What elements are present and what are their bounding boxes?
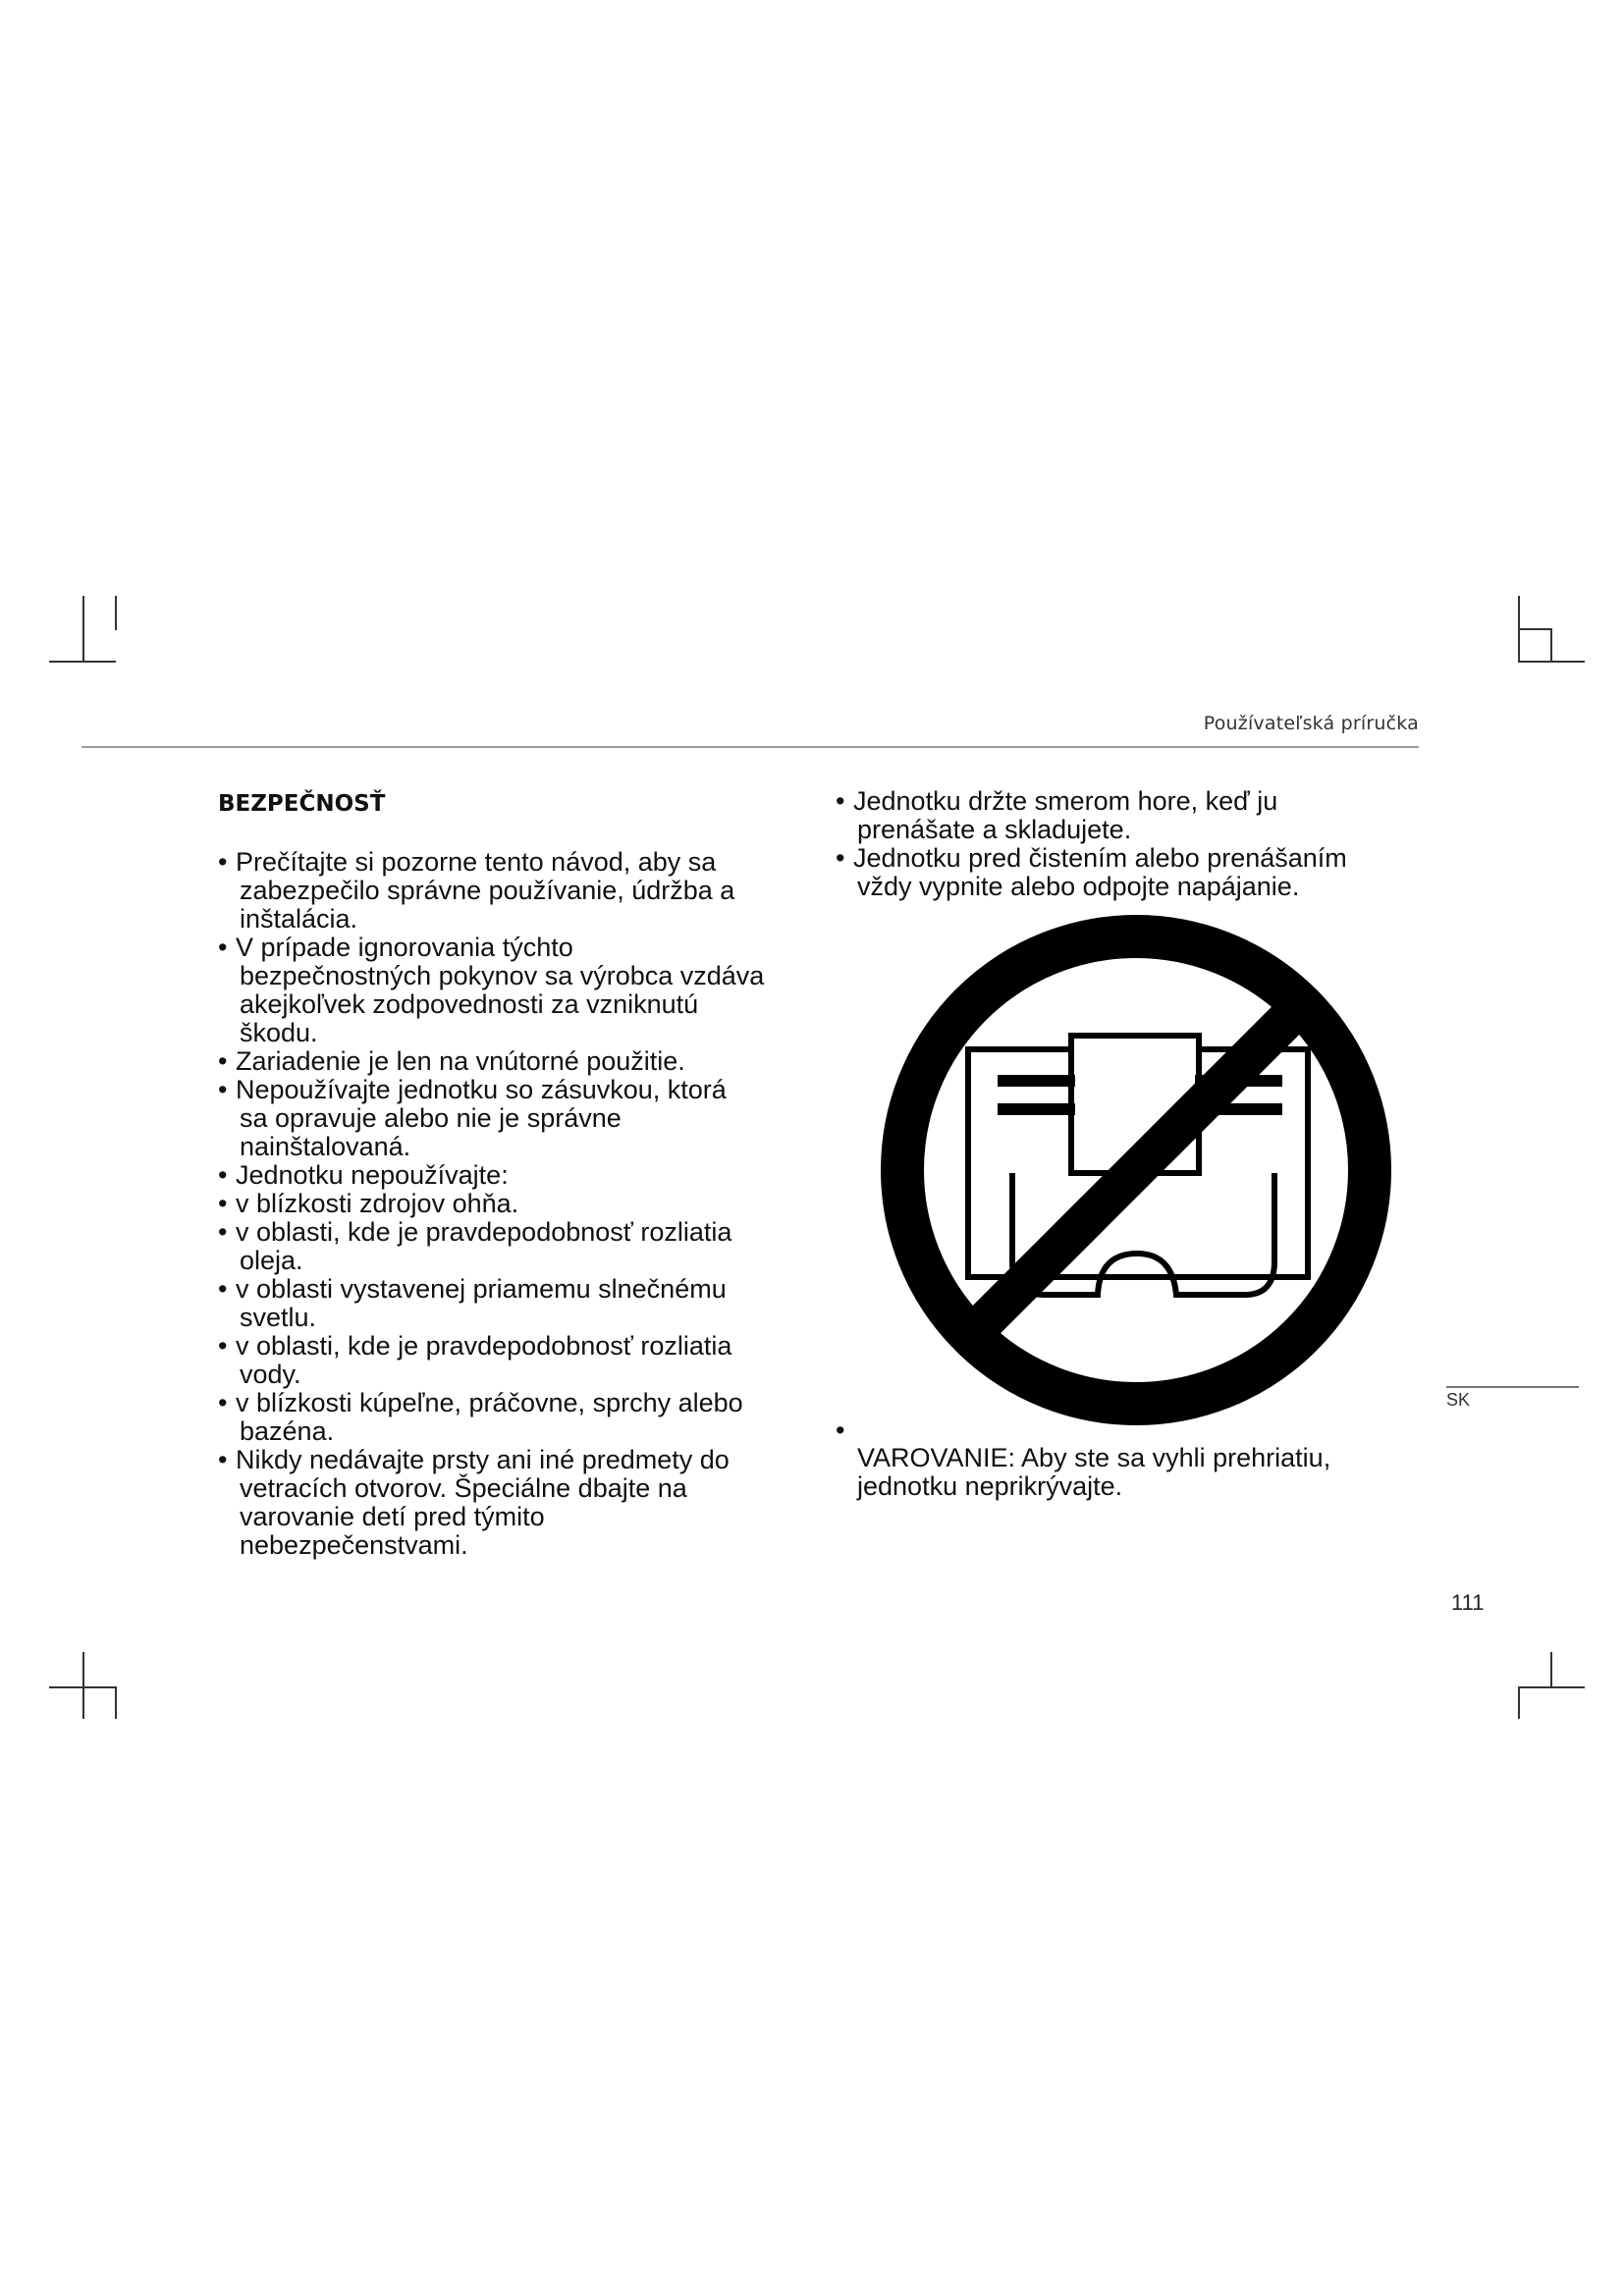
- bullet-line: • Jednotku držte smerom hore, keď ju: [853, 786, 1278, 816]
- bullet-line: • Zariadenie je len na vnútorné použitie.: [236, 1046, 685, 1076]
- bullet-line: bezpečnostných pokynov sa výrobca vzdáva: [240, 961, 765, 990]
- safety-bullet-list: [218, 848, 807, 1560]
- bullet-item: [836, 787, 1425, 844]
- bullet-line: • v blízkosti zdrojov ohňa.: [236, 1189, 519, 1218]
- bullet-item: [218, 848, 807, 934]
- bullet-line: varovanie detí pred týmito: [240, 1502, 545, 1531]
- bullet-item: [218, 1332, 807, 1389]
- bullet-item: [836, 844, 1425, 901]
- crop-mark-top-left-v: [82, 596, 84, 663]
- bullet-item: [218, 1047, 807, 1076]
- bullet-line: bazéna.: [240, 1416, 335, 1446]
- header-title: Používateľská príručka: [1203, 713, 1419, 734]
- bullet-line: • V prípade ignorovania týchto: [236, 933, 573, 962]
- bullet-line: • v oblasti, kde je pravdepodobnosť rozliatia: [236, 1331, 732, 1361]
- warning-line: jednotku neprikrývajte.: [857, 1471, 1123, 1501]
- crop-mark-top-right-v2: [1550, 628, 1552, 663]
- bullet-line: prenášate a skladujete.: [857, 815, 1132, 844]
- crop-mark-top-right-h: [1518, 628, 1552, 630]
- bullet-line: • v oblasti vystavenej priamemu slnečnému: [236, 1274, 727, 1304]
- section-heading: BEZPEČNOSŤ: [218, 791, 386, 817]
- crop-mark-top-left-v2: [115, 596, 117, 630]
- bullet-line: zabezpečilo správne používanie, údržba a: [240, 876, 735, 905]
- crop-mark-bottom-left-v2: [115, 1686, 117, 1719]
- bullet-line: • Nepoužívajte jednotku so zásuvkou, ktorá: [236, 1075, 727, 1104]
- bullet-line: nebezpečenstvami.: [240, 1530, 468, 1560]
- crop-mark-bottom-right-v: [1518, 1686, 1520, 1719]
- bullet-line: • v blízkosti kúpeľne, práčovne, sprchy alebo: [236, 1388, 743, 1417]
- bullet-item: [218, 1446, 807, 1560]
- bullet-item: [218, 934, 807, 1047]
- crop-mark-bottom-right-h: [1518, 1686, 1585, 1688]
- language-code: SK: [1446, 1390, 1471, 1410]
- bullet-line: • Nikdy nedávajte prsty ani iné predmety do: [236, 1445, 730, 1474]
- bullet-line: vždy vypnite alebo odpojte napájanie.: [857, 872, 1300, 901]
- bullet-line: svetlu.: [240, 1303, 317, 1332]
- bullet-item: [218, 1389, 807, 1446]
- handling-bullet-list: [836, 787, 1425, 901]
- bullet-line: • Jednotku nepoužívajte:: [236, 1160, 509, 1190]
- bullet-item: [218, 1161, 807, 1190]
- bullet-item: [218, 1190, 807, 1218]
- bullet-line: škodu.: [240, 1018, 318, 1047]
- crop-mark-bottom-left-v: [82, 1652, 84, 1719]
- bullet-item: [218, 1275, 807, 1332]
- language-rule: [1446, 1386, 1579, 1388]
- bullet-item: [218, 1218, 807, 1275]
- bullet-line: vody.: [240, 1360, 301, 1389]
- header-rule: [81, 746, 1419, 748]
- bullet-line: oleja.: [240, 1246, 303, 1275]
- warning-bullet: •: [836, 1415, 845, 1445]
- bullet-line: • v oblasti, kde je pravdepodobnosť rozliatia: [236, 1217, 732, 1247]
- warning-line: VAROVANIE: Aby ste sa vyhli prehriatiu,: [857, 1443, 1331, 1472]
- bullet-line: akejkoľvek zodpovednosti za vzniknutú: [240, 989, 699, 1019]
- bullet-line: nainštalovaná.: [240, 1132, 411, 1161]
- bullet-line: vetracích otvorov. Špeciálne dbajte na: [240, 1473, 687, 1503]
- bullet-item: [218, 1076, 807, 1161]
- crop-mark-top-right-v: [1518, 596, 1520, 663]
- no-covering-icon: [872, 910, 1400, 1430]
- bullet-line: sa opravuje alebo nie je správne: [240, 1103, 622, 1133]
- page-number: 111: [1451, 1590, 1485, 1615]
- warning-text: [857, 1444, 1330, 1501]
- bullet-line: inštalácia.: [240, 904, 358, 934]
- bullet-line: • Jednotku pred čistením alebo prenášaním: [853, 843, 1347, 873]
- bullet-line: • Prečítajte si pozorne tento návod, aby sa: [236, 847, 717, 877]
- crop-mark-bottom-right-v2: [1550, 1652, 1552, 1686]
